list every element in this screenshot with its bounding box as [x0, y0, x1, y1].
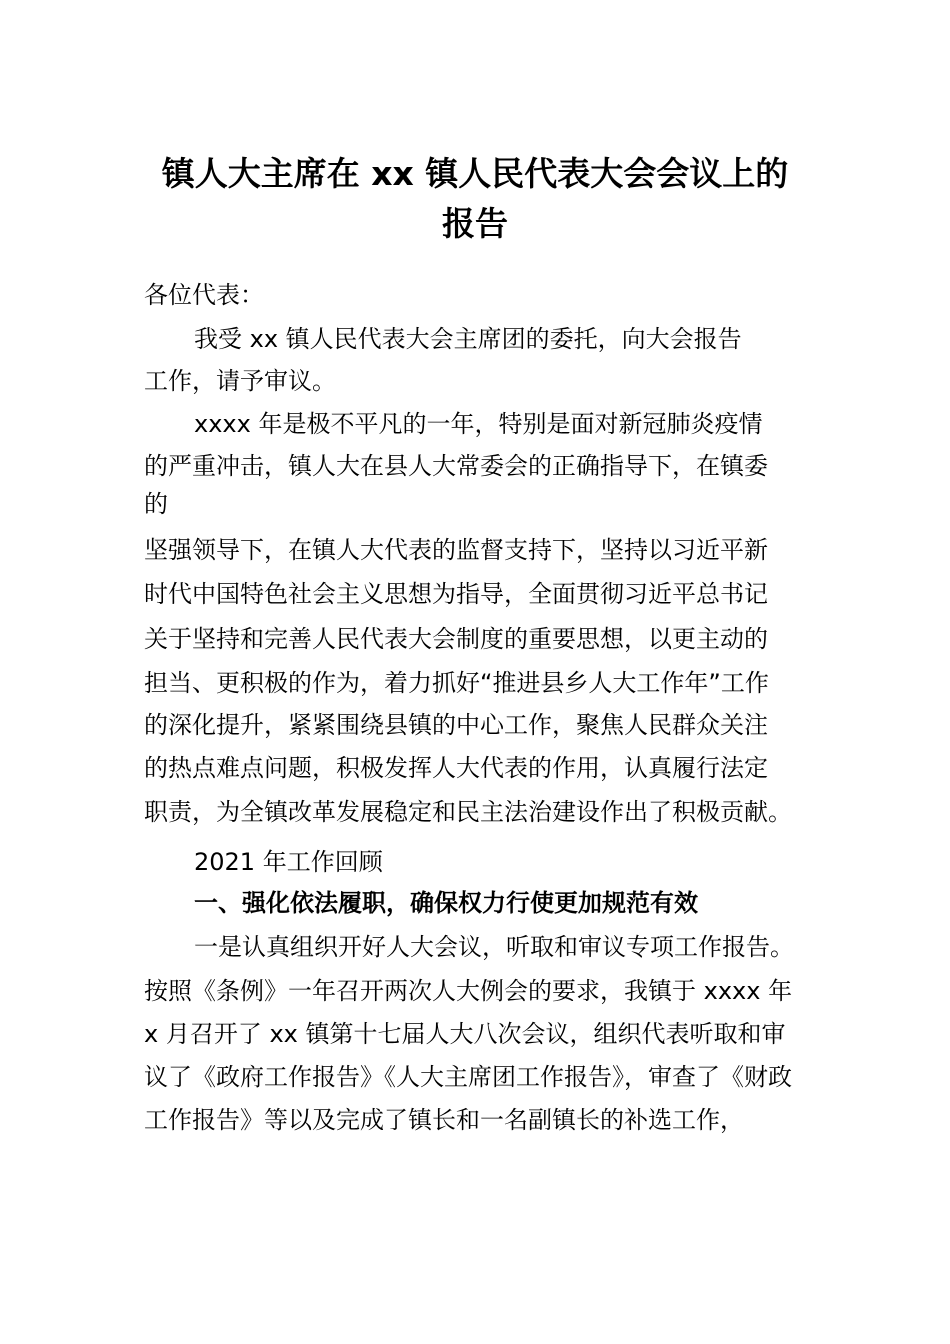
paragraph-line: xxxx 年是极不平凡的一年，特别是面对新冠肺炎疫情 [194, 410, 763, 438]
paragraph-line: 工作，请予审议。 [144, 367, 336, 395]
paragraph-line: 的 [144, 490, 168, 518]
paragraph-line: 我受 xx 镇人民代表大会主席团的委托，向大会报告 [194, 325, 742, 353]
section-heading: 2021 年工作回顾 [194, 848, 383, 876]
paragraph-line: 担当、更积极的作为，着力抓好“推进县乡人大工作年”工作 [144, 669, 769, 697]
paragraph-line: 工作报告》等以及完成了镇长和一名副镇长的补选工作， [144, 1106, 744, 1134]
title-line-2: 报告 [442, 204, 508, 243]
paragraph-line: 议了《政府工作报告》《人大主席团工作报告》，审查了《财政 [144, 1063, 792, 1091]
paragraph-line: 的热点难点问题，积极发挥人大代表的作用，认真履行法定 [144, 754, 768, 782]
paragraph-line: 坚强领导下，在镇人大代表的监督支持下，坚持以习近平新 [144, 536, 768, 564]
salutation: 各位代表： [144, 281, 264, 309]
paragraph-line: x 月召开了 xx 镇第十七届人大八次会议，组织代表听取和审 [144, 1020, 786, 1048]
paragraph-line: 时代中国特色社会主义思想为指导，全面贯彻习近平总书记 [144, 580, 768, 608]
paragraph-line: 的严重冲击，镇人大在县人大常委会的正确指导下，在镇委 [144, 452, 768, 480]
paragraph-line: 一是认真组织开好人大会议，听取和审议专项工作报告。 [194, 933, 794, 961]
subsection-heading: 一、强化依法履职，确保权力行使更加规范有效 [194, 889, 698, 917]
title-line-1: 镇人大主席在 xx 镇人民代表大会会议上的 [161, 154, 789, 193]
paragraph-line: 的深化提升，紧紧围绕县镇的中心工作，聚焦人民群众关注 [144, 711, 768, 739]
paragraph-line: 关于坚持和完善人民代表大会制度的重要思想，以更主动的 [144, 625, 768, 653]
paragraph-line: 职责，为全镇改革发展稳定和民主法治建设作出了积极贡献。 [144, 798, 792, 826]
paragraph-line: 按照《条例》一年召开两次人大例会的要求，我镇于 xxxx 年 [144, 977, 793, 1005]
